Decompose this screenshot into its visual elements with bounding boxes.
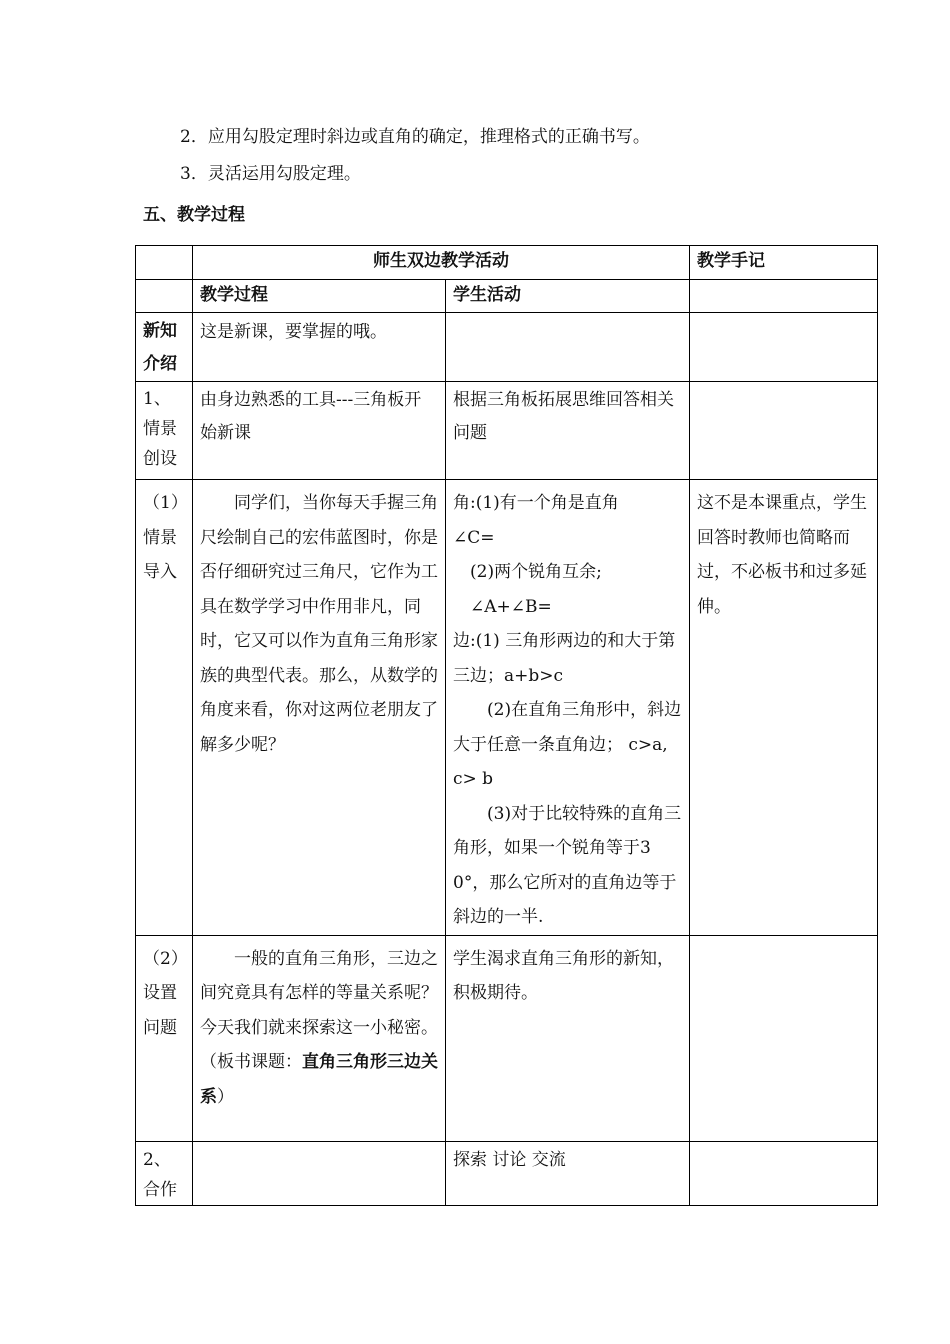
subheader-student: 学生活动 <box>446 280 690 313</box>
student-side-3: (3)对于比较特殊的直角三角形，如果一个锐角等于30°，那么它所对的直角边等于斜边的一半. <box>453 803 682 927</box>
student-side-2: (2)在直角三角形中，斜边大于任意一条直角边； c>a, c> b <box>453 700 682 789</box>
board-note-prefix: （板书课题： <box>200 1052 302 1072</box>
row-notes <box>690 1141 878 1205</box>
row-label: （1）情景导入 <box>136 480 193 936</box>
header-notes: 教学手记 <box>690 246 878 280</box>
row-process: 由身边熟悉的工具---三角板开始新课 <box>193 382 446 480</box>
row-student: 根据三角板拓展思维回答相关问题 <box>446 382 690 480</box>
board-note-suffix: ） <box>217 1086 234 1107</box>
row-notes <box>690 382 878 480</box>
table-header-row <box>136 246 878 280</box>
table-row <box>136 935 878 1141</box>
table-row <box>136 480 878 936</box>
table-row <box>136 382 878 480</box>
student-angle-2-formula: ∠A+∠B= <box>470 596 552 617</box>
student-angle-2: (2)两个锐角互余; <box>470 562 602 582</box>
row-process: 这是新课，要掌握的哦。 <box>193 313 446 382</box>
process-text: 同学们，当你每天手握三角尺绘制自己的宏伟蓝图时，你是否仔细研究过三角尺，它作为工具在数学学习中作用非凡，同时，它又可以作为直角三角形家族的典型代表。那么，从数学的角度来看，你对这两位老朋友了解多少呢？ <box>200 493 438 755</box>
row-notes: 这不是本课重点，学生回答时教师也简略而过，不必板书和过多延伸。 <box>690 480 878 936</box>
subheader-blank-cell <box>136 280 193 313</box>
row-student <box>446 480 690 936</box>
board-note-title: 直角三角形三边关系 <box>200 1052 438 1107</box>
teaching-process-table <box>135 245 878 1206</box>
process-text: 一般的直角三角形，三边之间究竟具有怎样的等量关系呢？今天我们就来探索这一小秘密。 <box>200 948 438 1038</box>
subheader-notes-blank <box>690 280 878 313</box>
table-subheader-row <box>136 280 878 313</box>
header-blank-cell <box>136 246 193 280</box>
row-process <box>193 1141 446 1205</box>
objective-line-3: 3．灵活运用勾股定理。 <box>180 164 361 184</box>
row-process <box>193 480 446 936</box>
row-student: 探索 讨论 交流 <box>446 1141 690 1205</box>
student-angle-1-formula: ∠C= <box>453 527 495 548</box>
row-label: 2、合作 <box>136 1141 193 1205</box>
table-row <box>136 1141 878 1205</box>
row-student <box>446 313 690 382</box>
row-process <box>193 935 446 1141</box>
table-row <box>136 313 878 382</box>
row-notes <box>690 935 878 1141</box>
subheader-process: 教学过程 <box>193 280 446 313</box>
section-title: 五、教学过程 <box>143 205 245 225</box>
row-student: 学生渴求直角三角形的新知，积极期待。 <box>446 935 690 1141</box>
row-label: 1、情景创设 <box>136 382 193 480</box>
process-board-note <box>200 1045 438 1114</box>
row-label: （2）设置问题 <box>136 935 193 1141</box>
row-label: 新知介绍 <box>136 313 193 382</box>
header-activity: 师生双边教学活动 <box>193 246 690 280</box>
student-angle-1: 角:(1)有一个角是直角 <box>453 493 619 513</box>
student-side-1: 边:(1) 三角形两边的和大于第三边；a+b>c <box>453 631 676 686</box>
row-notes <box>690 313 878 382</box>
objective-line-2: 2．应用勾股定理时斜边或直角的确定，推理格式的正确书写。 <box>180 127 650 147</box>
